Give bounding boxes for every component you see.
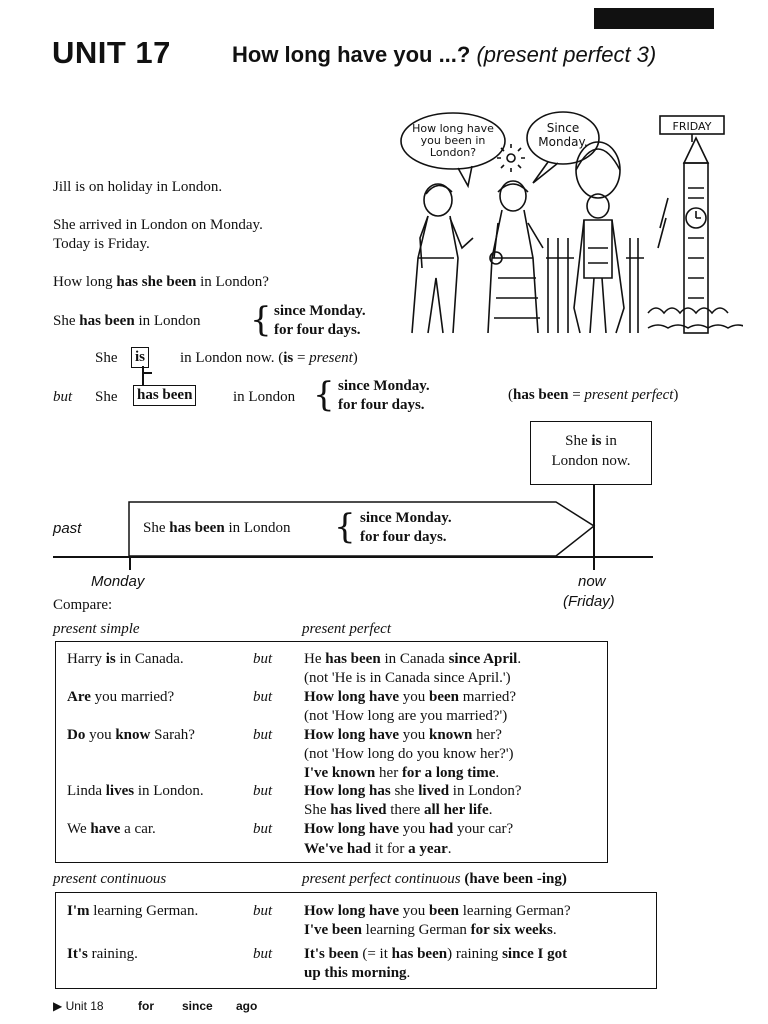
she-2: She <box>95 389 118 405</box>
table2-row-1-left: I'm learning German. <box>67 903 199 919</box>
present-perfect-note: (has been = present perfect) <box>508 387 679 403</box>
intro-answer <box>53 312 201 331</box>
table2-row-2-right-2: up this morning. <box>304 965 411 981</box>
now-label: now <box>578 573 606 590</box>
table-row-4-right-2: She has lived there all her life. <box>304 802 493 818</box>
intro-line-1: Jill is on holiday in London. <box>53 179 223 195</box>
table2-row-1-but: but <box>253 903 273 919</box>
table-row-2-right-2: (not 'How long are you married?') <box>304 708 508 724</box>
now-box-line-1: She is in <box>565 433 617 449</box>
table-row-5-but: but <box>253 821 273 837</box>
table-row-3-right-3: I've known her for a long time. <box>304 765 500 781</box>
brace-2: { <box>313 375 335 415</box>
monday-tick <box>129 556 131 570</box>
table-row-1-right-2: (not 'He is in Canada since April.') <box>304 670 511 686</box>
box-connector-2 <box>142 372 152 374</box>
intro-line-3: Today is Friday. <box>53 236 150 252</box>
table2-row-2-right-1: It's been (= it has been) raining since I got <box>304 946 568 962</box>
title-main: How long have you ...? <box>232 42 471 67</box>
has-been-box: has been <box>133 385 196 406</box>
in-london-2: in London <box>233 389 296 405</box>
for-2: for four days. <box>338 397 425 413</box>
table-row-1-right-1: He has been in Canada since April. <box>304 651 522 667</box>
arrow-text: She has been in London <box>143 520 291 536</box>
table-row-4-left: Linda lives in London. <box>67 783 204 799</box>
footer-word-ago: ago <box>236 999 258 1013</box>
friday-sign-text: FRIDAY <box>672 120 712 133</box>
table-row-3-but: but <box>253 727 273 743</box>
table-row-5-left: We have a car. <box>67 821 156 837</box>
table-row-3-right-1: How long have you known her? <box>304 727 502 743</box>
q-post: in London? <box>196 274 269 290</box>
table-row-5-right-2: We've had it for a year. <box>304 841 452 857</box>
triangle-right-icon: ▶ <box>53 999 63 1013</box>
compare-label: Compare: <box>53 597 113 613</box>
table-row-3-left: Do you know Sarah? <box>67 727 195 743</box>
page-title <box>232 42 656 68</box>
header-black-bar <box>594 8 714 29</box>
a-bold: has been <box>79 313 135 329</box>
intro-question <box>53 273 269 292</box>
col-present-continuous: present continuous <box>53 871 167 887</box>
monday-label: Monday <box>91 573 145 590</box>
since-2: since Monday. <box>338 378 430 394</box>
table2-row-2-left: It's raining. <box>67 946 138 962</box>
table-row-4-right-1: How long has she lived in London? <box>304 783 522 799</box>
col-present-simple: present simple <box>53 621 140 637</box>
table2-row-1-right-1: How long have you been learning German? <box>304 903 571 919</box>
table-row-5-right-1: How long have you had your car? <box>304 821 514 837</box>
timeline-axis <box>53 556 653 558</box>
box-connector <box>142 366 144 386</box>
footer-unit-ref: Unit 18 <box>65 999 104 1013</box>
footer-word-for: for <box>138 999 154 1013</box>
table-row-4-but: but <box>253 783 273 799</box>
table2-row-1-right-2: I've been learning German for six weeks. <box>304 922 557 938</box>
title-subtitle: (present perfect 3) <box>476 42 657 67</box>
bubble-left-text: How long have you been in London? <box>412 122 494 159</box>
table-row-2-left: Are you married? <box>67 689 175 705</box>
table2-row-2-but: but <box>253 946 273 962</box>
table-row-1-left: Harry is in Canada. <box>67 651 184 667</box>
for-3: for four days. <box>360 529 447 545</box>
since-3: since Monday. <box>360 510 452 526</box>
is-box: is <box>131 347 149 368</box>
cartoon-illustration <box>398 108 743 343</box>
intro-brace: { <box>250 300 272 340</box>
brace-3: { <box>334 507 356 547</box>
intro-since: since Monday. <box>274 303 366 319</box>
footer-crossref[interactable] <box>53 999 104 1013</box>
q-bold: has she been <box>116 274 197 290</box>
col-present-perfect: present perfect <box>302 621 391 637</box>
a-she: She <box>53 313 80 329</box>
unit-number: UNIT 17 <box>52 35 171 70</box>
q-pre: How long <box>53 274 117 290</box>
but-label: but <box>53 389 73 405</box>
friday-label: (Friday) <box>563 593 615 610</box>
table-row-3-right-2: (not 'How long do you know her?') <box>304 746 514 762</box>
a-post: in London <box>134 313 201 329</box>
bubble-right-text: Since Monday. <box>538 121 588 149</box>
past-label: past <box>53 520 82 537</box>
intro-for: for four days. <box>274 322 361 338</box>
table-row-2-but: but <box>253 689 273 705</box>
now-box-line-2: London now. <box>551 453 631 469</box>
col-present-perfect-continuous: present perfect continuous (have been -ing) <box>302 871 567 887</box>
intro-line-2: She arrived in London on Monday. <box>53 217 263 233</box>
footer-word-since: since <box>182 999 213 1013</box>
is-she: She <box>95 350 118 366</box>
table-row-2-right-1: How long have you been married? <box>304 689 517 705</box>
is-explanation: in London now. (is = present) <box>180 350 358 366</box>
table-row-1-but: but <box>253 651 273 667</box>
